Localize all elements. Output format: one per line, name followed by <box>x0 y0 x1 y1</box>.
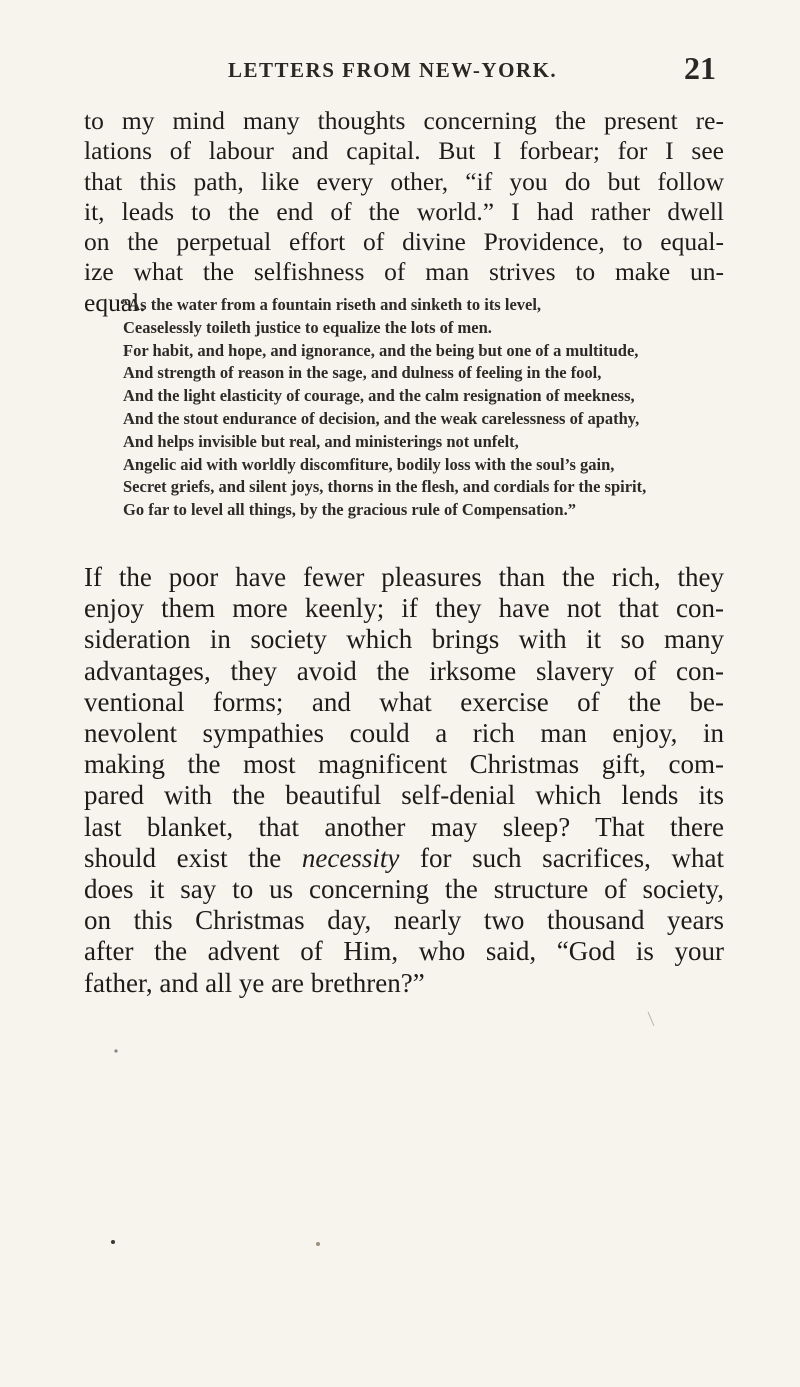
poem-line: Ceaselessly toileth justice to equalize the lots of men. <box>123 317 492 337</box>
page-number: 21 <box>684 50 716 86</box>
text-line: lations of labour and capital. But I forbear; for I see <box>84 136 724 166</box>
running-title: LETTERS FROM NEW-YORK. <box>228 58 558 82</box>
speck <box>316 1242 320 1246</box>
poem-line: And the stout endurance of decision, and the weak carelessness of apathy, <box>123 408 640 428</box>
text-line: making the most magnificent Christmas gift, com- <box>84 749 724 780</box>
text-line: last blanket, that another may sleep? That there <box>84 811 724 842</box>
text-line: sideration in society which brings with it so many <box>84 624 724 655</box>
text-line: equal. <box>84 287 146 317</box>
text-line: nevolent sympathies could a rich man enjoy, in <box>84 718 724 749</box>
poem-line: For habit, and hope, and ignorance, and the being but one of a multitude, <box>123 340 639 360</box>
italic-word: necessity <box>301 842 400 873</box>
text-span: for such sacrifices, what <box>399 842 724 873</box>
text-line: on the perpetual effort of divine Providence, to equal- <box>84 227 724 257</box>
speck <box>114 1049 117 1052</box>
poem-line: Angelic aid with worldly discomfiture, bodily loss with the soul’s gain, <box>123 454 615 474</box>
text-line: it, leads to the end of the world.” I had rather dwell <box>84 196 724 226</box>
text-line: on this Christmas day, nearly two thousand years <box>84 905 724 936</box>
text-line: advantages, they avoid the irksome slavery of con- <box>84 655 724 686</box>
text-line: does it say to us concerning the structure of society, <box>84 874 724 905</box>
speck <box>111 1240 115 1244</box>
poem-line: And helps invisible but real, and ministerings not unfelt, <box>123 431 519 451</box>
text-span: should exist the <box>84 842 302 873</box>
poem-line: “As the water from a fountain riseth and sinketh to its level, <box>120 295 542 314</box>
text-line: to my mind many thoughts concerning the present re- <box>84 106 724 135</box>
poem-line: And strength of reason in the sage, and dulness of feeling in the fool, <box>123 363 602 383</box>
text-line: If the poor have fewer pleasures than the rich, they <box>84 562 724 592</box>
text-line: ize what the selfishness of man strives to make un- <box>84 257 724 287</box>
text-line: father, and all ye are brethren?” <box>84 967 425 998</box>
text-line: after the advent of Him, who said, “God is your <box>84 936 724 967</box>
speck <box>648 1012 654 1026</box>
text-line: pared with the beautiful self-denial which lends its <box>84 780 724 811</box>
poem-line: Go far to level all things, by the gracious rule of Compensation.” <box>123 500 576 520</box>
text-line: that this path, like every other, “if you do but follow <box>84 166 724 196</box>
poem-line: Secret griefs, and silent joys, thorns in the flesh, and cordials for the spirit, <box>123 477 647 497</box>
text-line: ventional forms; and what exercise of the be- <box>84 686 724 717</box>
text-line: enjoy them more keenly; if they have not that con- <box>84 593 724 624</box>
poem-line: And the light elasticity of courage, and the calm resignation of meekness, <box>123 386 635 406</box>
